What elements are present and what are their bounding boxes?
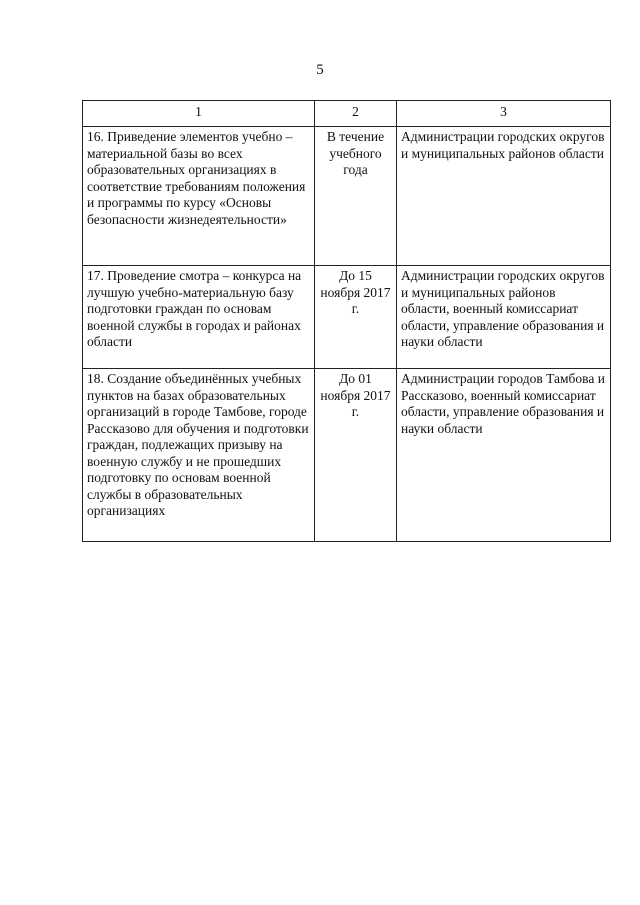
table-row [83, 266, 611, 369]
table-row [83, 127, 611, 266]
responsible-cell: Администрации городских округов и муниципальных районов области, военный комиссариат области, управление образования и науки области [397, 266, 611, 369]
task-cell: 18. Создание объединённых учебных пунктов на базах образовательных организаций в городе Тамбове, городе Рассказово для обучения и подготовки граждан, подлежащих призыву на военную службу и не прошедших подготовку по основам военной службы в образовательных организациях [83, 369, 315, 542]
responsible-cell: Администрации городов Тамбова и Рассказово, военный комиссариат области, управление образования и науки области [397, 369, 611, 542]
plan-table [82, 100, 611, 542]
page-number: 5 [316, 62, 324, 78]
responsible-cell: Администрации городских округов и муниципальных районов области [397, 127, 611, 266]
term-cell: В течение учебного года [315, 127, 397, 266]
table-header-row [83, 101, 611, 127]
column-header-1: 1 [83, 101, 315, 127]
table-row [83, 369, 611, 542]
column-header-2: 2 [315, 101, 397, 127]
task-cell: 17. Проведение смотра – конкурса на лучшую учебно-материальную базу подготовки граждан по основам военной службы в городах и районах области [83, 266, 315, 369]
term-cell: До 15 ноября 2017 г. [315, 266, 397, 369]
term-cell: До 01 ноября 2017 г. [315, 369, 397, 542]
column-header-3: 3 [397, 101, 611, 127]
task-cell: 16. Приведение элементов учебно – материальной базы во всех образовательных организациях в соответствие требованиям положения и программы по курсу «Основы безопасности жизнедеятельности» [83, 127, 315, 266]
